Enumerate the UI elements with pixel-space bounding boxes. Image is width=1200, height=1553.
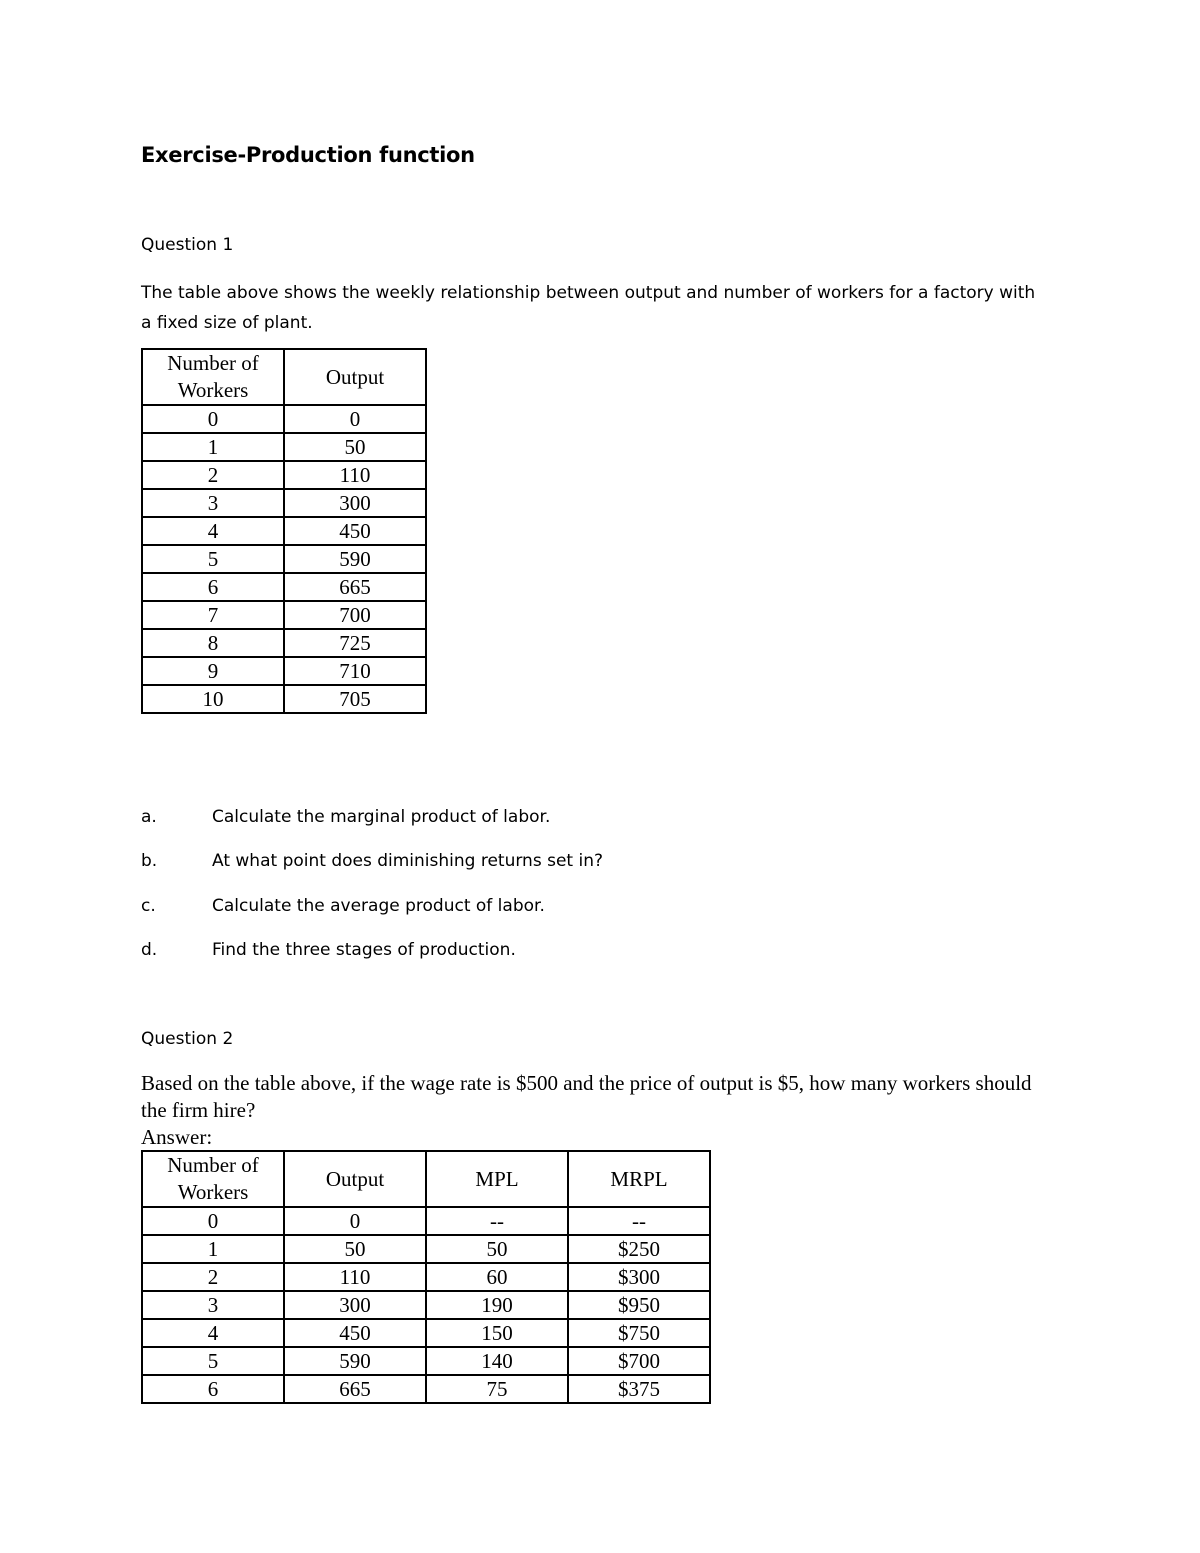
table-cell: $750 bbox=[568, 1319, 710, 1347]
list-item-c bbox=[141, 896, 545, 916]
table-row bbox=[142, 573, 426, 601]
item-label: a. bbox=[141, 807, 157, 827]
table-row bbox=[142, 629, 426, 657]
table-row bbox=[142, 405, 426, 433]
table-row bbox=[142, 1235, 710, 1263]
question-2-body: Based on the table above, if the wage rate is $500 and the price of output is $5, how many workers should the firm hire? bbox=[141, 1071, 1032, 1122]
table-cell: 665 bbox=[284, 573, 426, 601]
table-cell: 9 bbox=[142, 657, 284, 685]
table-header-row bbox=[142, 349, 426, 405]
table-cell: 7 bbox=[142, 601, 284, 629]
table-row bbox=[142, 1347, 710, 1375]
table-cell: 5 bbox=[142, 545, 284, 573]
table-cell: 1 bbox=[142, 1235, 284, 1263]
table-row bbox=[142, 1375, 710, 1403]
table-cell: 8 bbox=[142, 629, 284, 657]
table-cell: 2 bbox=[142, 1263, 284, 1291]
table-cell: 2 bbox=[142, 461, 284, 489]
table-cell: 190 bbox=[426, 1291, 568, 1319]
output-table bbox=[141, 348, 427, 714]
item-label: c. bbox=[141, 896, 156, 916]
table-cell: 700 bbox=[284, 601, 426, 629]
table-cell: $300 bbox=[568, 1263, 710, 1291]
item-text: At what point does diminishing returns set in? bbox=[212, 851, 603, 871]
table-cell: 50 bbox=[284, 1235, 426, 1263]
table-cell: 150 bbox=[426, 1319, 568, 1347]
table-row bbox=[142, 657, 426, 685]
table-cell: $700 bbox=[568, 1347, 710, 1375]
table-row bbox=[142, 1291, 710, 1319]
table-row bbox=[142, 1319, 710, 1347]
table-cell: 1 bbox=[142, 433, 284, 461]
table-row bbox=[142, 1207, 710, 1235]
col-header-mpl: MPL bbox=[426, 1151, 568, 1207]
table-cell: 590 bbox=[284, 1347, 426, 1375]
table-cell: -- bbox=[426, 1207, 568, 1235]
table-cell: 725 bbox=[284, 629, 426, 657]
list-item-b bbox=[141, 851, 603, 871]
table-cell: 450 bbox=[284, 517, 426, 545]
item-label: b. bbox=[141, 851, 158, 871]
table-row bbox=[142, 517, 426, 545]
table-cell: 665 bbox=[284, 1375, 426, 1403]
table-cell: 110 bbox=[284, 1263, 426, 1291]
table-cell: 110 bbox=[284, 461, 426, 489]
item-text: Find the three stages of production. bbox=[212, 940, 516, 960]
table-cell: 60 bbox=[426, 1263, 568, 1291]
table-cell: 6 bbox=[142, 573, 284, 601]
table-cell: -- bbox=[568, 1207, 710, 1235]
col-header-workers: Number of Workers bbox=[142, 349, 284, 405]
table-cell: 50 bbox=[284, 433, 426, 461]
col-header-output: Output bbox=[284, 1151, 426, 1207]
table-cell: 450 bbox=[284, 1319, 426, 1347]
table-cell: $250 bbox=[568, 1235, 710, 1263]
table-cell: 705 bbox=[284, 685, 426, 713]
table-cell: 710 bbox=[284, 657, 426, 685]
table-row bbox=[142, 433, 426, 461]
question-2-heading: Question 2 bbox=[141, 1029, 234, 1049]
col-header-output: Output bbox=[284, 349, 426, 405]
table-row bbox=[142, 1263, 710, 1291]
col-header-workers: Number of Workers bbox=[142, 1151, 284, 1207]
table-cell: 50 bbox=[426, 1235, 568, 1263]
table-cell: 590 bbox=[284, 545, 426, 573]
item-label: d. bbox=[141, 940, 158, 960]
table-cell: 75 bbox=[426, 1375, 568, 1403]
table-row bbox=[142, 601, 426, 629]
table-cell: 140 bbox=[426, 1347, 568, 1375]
table-cell: 300 bbox=[284, 1291, 426, 1319]
table-cell: 0 bbox=[142, 1207, 284, 1235]
table-cell: 6 bbox=[142, 1375, 284, 1403]
list-item-a bbox=[141, 807, 550, 827]
col-header-mrpl: MRPL bbox=[568, 1151, 710, 1207]
item-text: Calculate the marginal product of labor. bbox=[212, 807, 551, 827]
table-row bbox=[142, 461, 426, 489]
table-cell: 3 bbox=[142, 1291, 284, 1319]
table-header-row bbox=[142, 1151, 710, 1207]
table-row bbox=[142, 545, 426, 573]
table-cell: 4 bbox=[142, 517, 284, 545]
table-cell: 4 bbox=[142, 1319, 284, 1347]
table-cell: 0 bbox=[284, 1207, 426, 1235]
question-1-heading: Question 1 bbox=[141, 235, 234, 255]
question-2-text bbox=[141, 1070, 1041, 1151]
table-cell: 0 bbox=[142, 405, 284, 433]
answer-table bbox=[141, 1150, 711, 1404]
table-cell: 3 bbox=[142, 489, 284, 517]
table-cell: 10 bbox=[142, 685, 284, 713]
table-row bbox=[142, 685, 426, 713]
table-cell: 0 bbox=[284, 405, 426, 433]
page-title: Exercise-Production function bbox=[141, 143, 475, 167]
table-cell: $950 bbox=[568, 1291, 710, 1319]
table-row bbox=[142, 489, 426, 517]
table-cell: 300 bbox=[284, 489, 426, 517]
table-cell: $375 bbox=[568, 1375, 710, 1403]
question-1-text: The table above shows the weekly relationship between output and number of workers for a factory with a fixed size of plant. bbox=[141, 283, 1036, 333]
item-text: Calculate the average product of labor. bbox=[212, 896, 545, 916]
answer-label: Answer: bbox=[141, 1125, 213, 1149]
table-cell: 5 bbox=[142, 1347, 284, 1375]
list-item-d bbox=[141, 940, 516, 960]
